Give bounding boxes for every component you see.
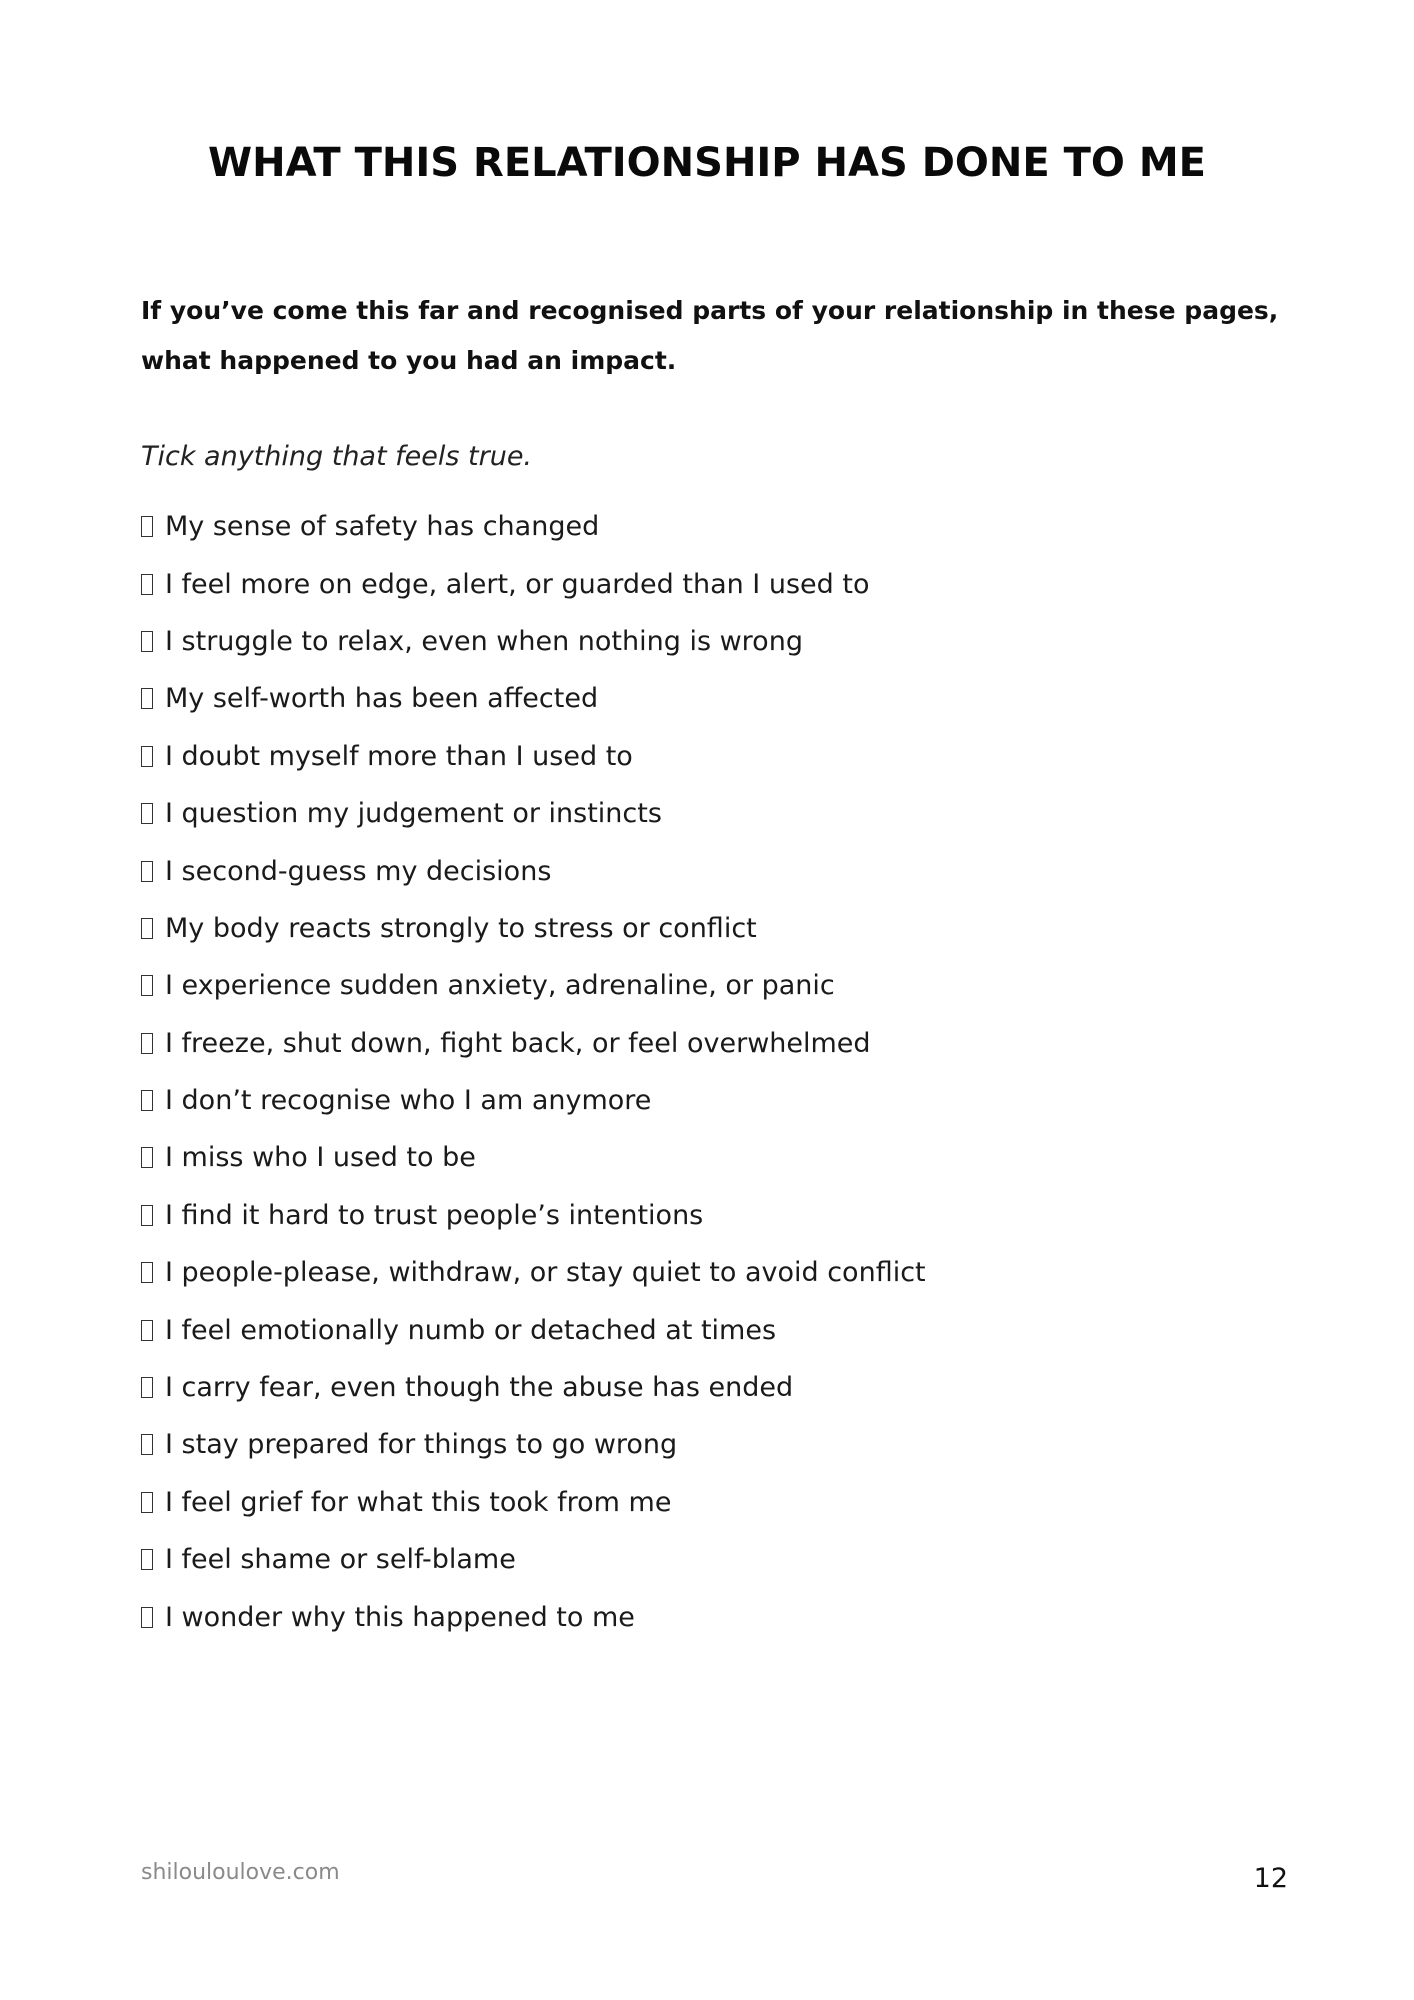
checkbox-icon[interactable] (141, 803, 153, 824)
checklist-item-label: I doubt myself more than I used to (165, 740, 633, 772)
checkbox-icon[interactable] (141, 1377, 153, 1398)
checklist-item[interactable] (141, 498, 926, 555)
checklist-item[interactable] (141, 555, 926, 612)
intro-line-2: what happened to you had an impact. (141, 346, 677, 375)
checkbox-icon[interactable] (141, 861, 153, 882)
checklist-item-label: I experience sudden anxiety, adrenaline, or panic (165, 970, 835, 1002)
checklist-item-label: I wonder why this happened to me (165, 1601, 635, 1633)
page-number: 12 (1253, 1863, 1288, 1894)
checkbox-icon[interactable] (141, 975, 153, 996)
checklist-item[interactable] (141, 1588, 926, 1645)
checklist-item[interactable] (141, 613, 926, 670)
checkbox-icon[interactable] (141, 746, 153, 767)
checklist-item-label: I freeze, shut down, fight back, or feel overwhelmed (165, 1027, 871, 1059)
checkbox-icon[interactable] (141, 918, 153, 939)
checklist-item[interactable] (141, 1129, 926, 1186)
checklist-item-label: I feel grief for what this took from me (165, 1486, 672, 1518)
checklist-item-label: I question my judgement or instincts (165, 798, 662, 830)
checklist-item-label: I second-guess my decisions (165, 855, 552, 887)
checklist-item[interactable] (141, 1416, 926, 1473)
checkbox-icon[interactable] (141, 1033, 153, 1054)
checkbox-icon[interactable] (141, 1549, 153, 1570)
checkbox-icon[interactable] (141, 1205, 153, 1226)
checklist-item[interactable] (141, 1359, 926, 1416)
checklist-item[interactable] (141, 957, 926, 1014)
checkbox-icon[interactable] (141, 516, 153, 537)
checkbox-icon[interactable] (141, 1147, 153, 1168)
checklist-item-label: I carry fear, even though the abuse has ended (165, 1372, 794, 1404)
checklist-item[interactable] (141, 1531, 926, 1588)
checklist-item[interactable] (141, 728, 926, 785)
checklist-item[interactable] (141, 1015, 926, 1072)
instruction-text: Tick anything that feels true. (141, 441, 533, 472)
checklist-item[interactable] (141, 842, 926, 899)
checkbox-icon[interactable] (141, 574, 153, 595)
checklist-item-label: I don’t recognise who I am anymore (165, 1085, 652, 1117)
checklist-item[interactable] (141, 1474, 926, 1531)
checklist-item[interactable] (141, 670, 926, 727)
checklist-item-label: I struggle to relax, even when nothing is wrong (165, 625, 803, 657)
checkbox-icon[interactable] (141, 688, 153, 709)
checklist-item-label: I find it hard to trust people’s intentions (165, 1199, 704, 1231)
intro-line-1: If you’ve come this far and recognised parts of your relationship in these pages, (141, 296, 1279, 325)
checklist-item[interactable] (141, 1301, 926, 1358)
checklist-item-label: I feel more on edge, alert, or guarded than I used to (165, 568, 870, 600)
checkbox-icon[interactable] (141, 631, 153, 652)
checklist-item[interactable] (141, 1244, 926, 1301)
footer-website: shilouloulove.com (141, 1860, 340, 1885)
checklist-item-label: I stay prepared for things to go wrong (165, 1429, 678, 1461)
checklist-item-label: I feel emotionally numb or detached at times (165, 1314, 777, 1346)
checklist-item-label: My self-worth has been affected (165, 683, 599, 715)
intro-paragraph (141, 286, 1301, 386)
checklist-item-label: My body reacts strongly to stress or conflict (165, 912, 757, 944)
checkbox-icon[interactable] (141, 1434, 153, 1455)
page-title: WHAT THIS RELATIONSHIP HAS DONE TO ME (207, 140, 1206, 186)
checklist (141, 498, 926, 1646)
checklist-item[interactable] (141, 785, 926, 842)
checkbox-icon[interactable] (141, 1320, 153, 1341)
checklist-item-label: I miss who I used to be (165, 1142, 476, 1174)
checkbox-icon[interactable] (141, 1262, 153, 1283)
checklist-item-label: My sense of safety has changed (165, 511, 600, 543)
checkbox-icon[interactable] (141, 1607, 153, 1628)
checklist-item[interactable] (141, 1187, 926, 1244)
checkbox-icon[interactable] (141, 1090, 153, 1111)
checklist-item-label: I people-please, withdraw, or stay quiet to avoid conflict (165, 1257, 926, 1289)
checklist-item[interactable] (141, 900, 926, 957)
checkbox-icon[interactable] (141, 1492, 153, 1513)
checklist-item-label: I feel shame or self-blame (165, 1544, 516, 1576)
checklist-item[interactable] (141, 1072, 926, 1129)
